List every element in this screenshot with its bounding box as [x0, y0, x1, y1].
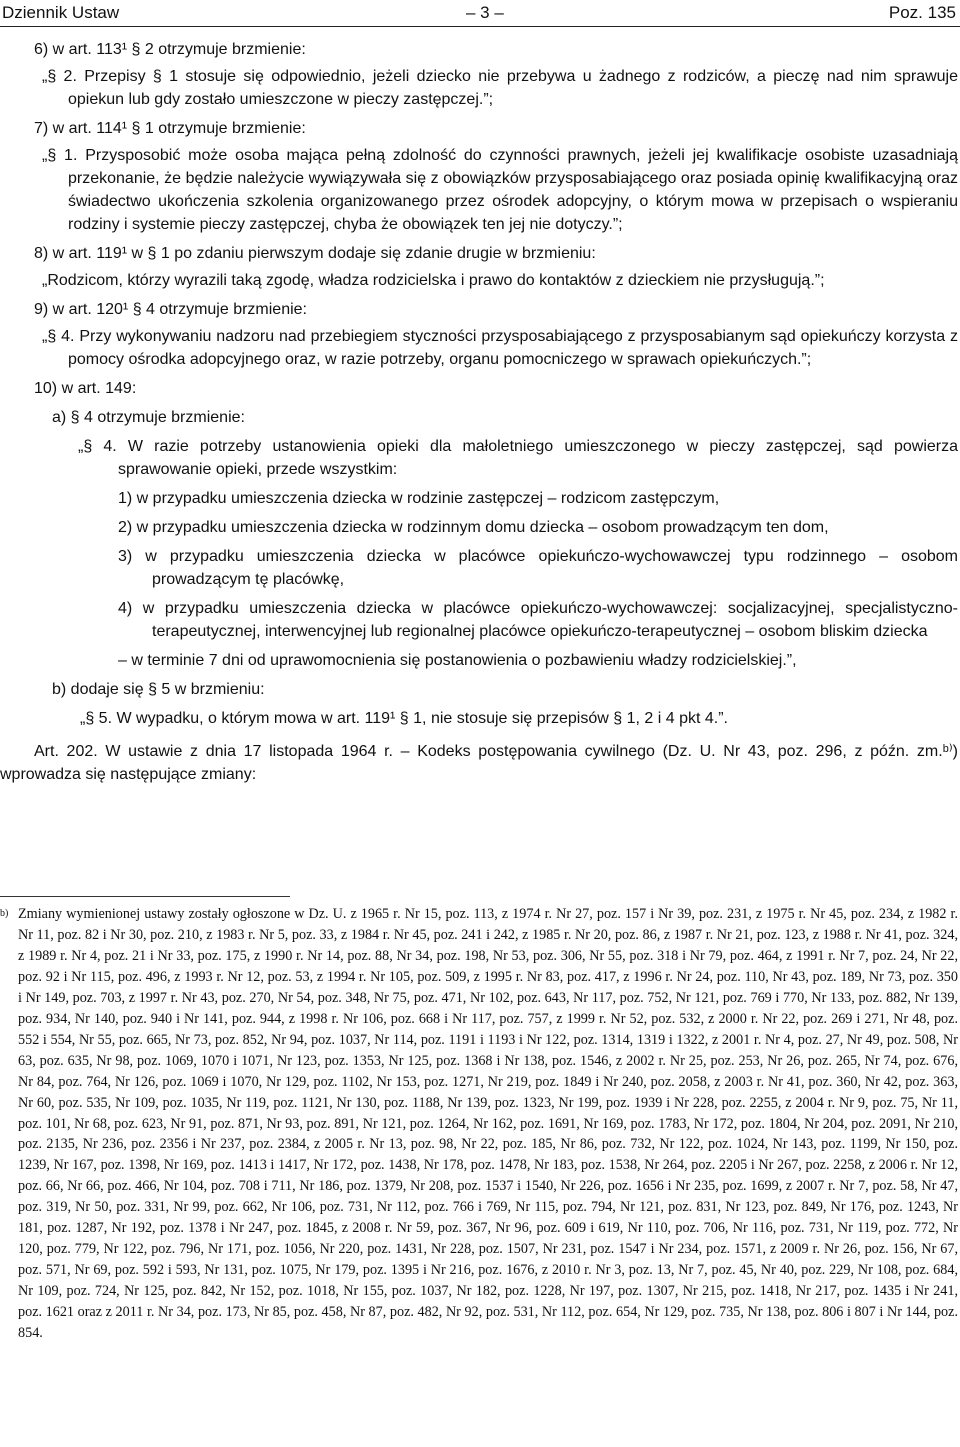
- footnote-text: Zmiany wymienionej ustawy zostały ogłoszone w Dz. U. z 1965 r. Nr 15, poz. 113, z 1974 r. Nr 27, poz. 157 i Nr 39, poz. 231, z 1975 r. Nr 45, poz. 234, z 1982 r. Nr 11, poz. 82 i Nr 30, poz. 210, z 1983 r. Nr 5, poz. 33, z 1984 r. Nr 45, poz. 241 i 242, z 1985 r. Nr 20, poz. 86, z 1987 r. Nr 21, poz. 123, z 1988 r. Nr 41, poz. 324, z 1989 r. Nr 4, poz. 21 i Nr 33, poz. 175, z 1990 r. Nr 14, poz. 88, Nr 34, poz. 198, Nr 53, poz. 306, Nr 55, poz. 318 i Nr 79, poz. 464, z 1991 r. Nr 7, poz. 24, Nr 22, poz. 92 i Nr 115, poz. 496, z 1993 r. Nr 12, poz. 53, z 1994 r. Nr 105, poz. 509, z 1995 r. Nr 83, poz. 417, z 1996 r. Nr 24, poz. 110, Nr 43, poz. 189, Nr 73, poz. 350 i Nr 149, poz. 703, z 1997 r. Nr 43, poz. 270, Nr 54, poz. 348, Nr 75, poz. 471, Nr 102, poz. 643, Nr 117, poz. 752, Nr 121, poz. 769 i 770, Nr 133, poz. 882, Nr 139, poz. 934, Nr 140, poz. 940 i Nr 141, poz. 944, z 1998 r. Nr 106, poz. 668 i Nr 117, poz. 757, z 1999 r. Nr 52, poz. 532, z 2000 r. Nr 22, poz. 269 i 271, Nr 48, poz. 552 i 554, Nr 55, poz. 665, Nr 73, poz. 852, Nr 94, poz. 1037, Nr 114, poz. 1191 i 1193 i Nr 122, poz. 1314, 1319 i 1322, z 2001 r. Nr 4, poz. 27, Nr 49, poz. 508, Nr 63, poz. 635, Nr 98, poz. 1069, 1070 i 1071, Nr 123, poz. 1353, Nr 125, poz. 1368 i Nr 138, poz. 1546, z 2002 r. Nr 25, poz. 253, Nr 26, poz. 265, Nr 74, poz. 676, Nr 84, poz. 764, Nr 126, poz. 1069 i 1070, Nr 129, poz. 1102, Nr 153, poz. 1271, Nr 219, poz. 1849 i Nr 240, poz. 2058, z 2003 r. Nr 41, poz. 360, Nr 42, poz. 363, Nr 60, poz. 535, Nr 109, poz. 1035, Nr 119, poz. 1121, Nr 130, poz. 1188, Nr 139, poz. 1323, Nr 199, poz. 1939 i Nr 228, poz. 2255, z 2004 r. Nr 9, poz. 75, Nr 11, poz. 101, Nr 68, poz. 623, Nr 91, poz. 871, Nr 93, poz. 891, Nr 121, poz. 1264, Nr 162, poz. 1691, Nr 169, poz. 1783, Nr 172, poz. 1804, Nr 204, poz. 2091, Nr 210, poz. 2135, Nr 236, poz. 2356 i Nr 237, poz. 2384, z 2005 r. Nr 13, poz. 98, Nr 22, poz. 185, Nr 86, poz. 732, Nr 122, poz. 1024, Nr 143, poz. 1199, Nr 150, poz. 1239, Nr 167, poz. 1398, Nr 169, poz. 1413 i 1417, Nr 172, poz. 1438, Nr 178, poz. 1478, Nr 183, poz. 1538, Nr 264, poz. 2205 i Nr 267, poz. 2258, z 2006 r. Nr 12, poz. 66, Nr 66, poz. 466, Nr 104, poz. 708 i 711, Nr 186, poz. 1379, Nr 208, poz. 1537 i 1540, Nr 226, poz. 1656 i Nr 235, poz. 1699, z 2007 r. Nr 7, poz. 58, Nr 47, poz. 319, Nr 50, poz. 331, Nr 99, poz. 662, Nr 106, poz. 731, Nr 112, poz. 766 i 769, Nr 115, poz. 794, Nr 121, poz. 831, Nr 123, poz. 849, Nr 176, poz. 1243, Nr 181, poz. 1287, Nr 192, poz. 1378 i Nr 247, poz. 1845, z 2008 r. Nr 59, poz. 367, Nr 96, poz. 609 i 619, Nr 110, poz. 706, Nr 116, poz. 731, Nr 119, poz. 772, Nr 120, poz. 779, Nr 122, poz. 796, Nr 171, poz. 1056, Nr 220, poz. 1431, Nr 228, poz. 1507, Nr 231, poz. 1547 i Nr 234, poz. 1571, z 2009 r. Nr 26, poz. 156, Nr 67, poz. 571, Nr 69, poz. 592 i 593, Nr 131, poz. 1075, Nr 179, poz. 1395 i Nr 216, poz. 1676, z 2010 r. Nr 3, poz. 13, Nr 7, poz. 45, Nr 40, poz. 229, Nr 108, poz. 684, Nr 109, poz. 724, Nr 125, poz. 842, Nr 152, poz. 1018, Nr 155, poz. 1037, Nr 182, poz. 1228, Nr 197, poz. 1307, Nr 215, poz. 1418, Nr 217, poz. 1435 i Nr 241, poz. 1621 oraz z 2011 r. Nr 34, poz. 173, Nr 85, poz. 458, Nr 87, poz. 482, Nr 92, poz. 531, Nr 112, poz. 654, Nr 129, poz. 735, Nr 138, poz. 806 i 807 i Nr 144, poz. 854.: [18, 906, 958, 1342]
- amendment-item-7: 7) w art. 114¹ § 1 otrzymuje brzmienie:: [34, 120, 306, 137]
- amendment-quote-9: „§ 4. Przy wykonywaniu nadzoru nad przebiegiem styczności przysposabiającego z przysposabianym sąd opiekuńczy korzysta z pomocy ośrodka adopcyjnego oraz, w razie potrzeby, organu pomocniczego w sprawach opiekuńczych.”;: [42, 328, 958, 368]
- amendment-quote-8: „Rodzicom, którzy wyrazili taką zgodę, władza rodzicielska i prawo do kontaktów z dzieckiem nie przysługują.”;: [42, 272, 825, 289]
- point-3: 3) w przypadku umieszczenia dziecka w placówce opiekuńczo-wychowawczej typu rodzinnego – osobom prowadzącym tę placówkę,: [118, 548, 958, 588]
- journal-title: Dziennik Ustaw: [2, 3, 120, 22]
- footnote: [0, 904, 958, 1344]
- footnote-mark: b): [0, 908, 9, 919]
- amendment-item-9: 9) w art. 120¹ § 4 otrzymuje brzmienie:: [34, 301, 307, 318]
- amendment-quote-6: „§ 2. Przepisy § 1 stosuje się odpowiednio, jeżeli dziecko nie przebywa u żadnego z rodziców, a pieczę nad nim sprawuje opiekun lub gdy zostało umieszczone w pieczy zastępczej.”;: [42, 68, 958, 108]
- point-4: 4) w przypadku umieszczenia dziecka w placówce opiekuńczo-wychowawczej: socjalizacyjnej, specjalistyczno-terapeutycznej, interwencyjnej lub regionalnej placówce opiekuńczo-terapeutycznej – osobom bliskim dziecka: [118, 600, 958, 640]
- page-header: [0, 0, 960, 27]
- footnote-separator: [0, 896, 290, 897]
- position-number: Poz. 135: [888, 3, 956, 22]
- amendment-quote-7: „§ 1. Przysposobić może osoba mająca pełną zdolność do czynności prawnych, jeżeli jej kwalifikacje osobiste uzasadniają przekonanie, że będzie należycie wywiązywała się z obowiązków przysposabiającego oraz posiada opinię kwalifikacyjną oraz świadectwo ukończenia szkolenia organizowanego przez ośrodek adopcyjny, o którym mowa w przepisach o wspieraniu rodziny i systemie pieczy zastępczej, chyba że obowiązek ten jej nie dotyczy.”;: [42, 147, 958, 233]
- amendment-quote-10b: „§ 5. W wypadku, o którym mowa w art. 119¹ § 1, nie stosuje się przepisów § 1, 2 i 4 pkt 4.”.: [80, 710, 728, 727]
- amendment-quote-10a: „§ 4. W razie potrzeby ustanowienia opieki dla małoletniego umieszczonego w pieczy zastępczej, sąd powierza sprawowanie opieki, przede wszystkim:: [78, 438, 958, 478]
- point-tail: – w terminie 7 dni od uprawomocnienia się postanowienia o pozbawieniu władzy rodzicielskiej.”,: [118, 652, 797, 669]
- amendment-item-10: 10) w art. 149:: [34, 380, 137, 397]
- page-number: – 3 –: [466, 3, 504, 22]
- document-body: [0, 38, 958, 786]
- amendment-item-10a: a) § 4 otrzymuje brzmienie:: [52, 409, 245, 426]
- point-1: 1) w przypadku umieszczenia dziecka w rodzinie zastępczej – rodzicom zastępczym,: [118, 490, 720, 507]
- amendment-item-6: 6) w art. 113¹ § 2 otrzymuje brzmienie:: [34, 41, 306, 58]
- amendment-item-10b: b) dodaje się § 5 w brzmieniu:: [52, 681, 265, 698]
- point-2: 2) w przypadku umieszczenia dziecka w rodzinnym domu dziecka – osobom prowadzącym ten dom,: [118, 519, 829, 536]
- amendment-item-8: 8) w art. 119¹ w § 1 po zdaniu pierwszym dodaje się zdanie drugie w brzmieniu:: [34, 245, 596, 262]
- article-202: Art. 202. W ustawie z dnia 17 listopada 1964 r. – Kodeks postępowania cywilnego (Dz. U. Nr 43, poz. 296, z późn. zm.ᵇ⁾) wprowadza się następujące zmiany:: [0, 743, 958, 783]
